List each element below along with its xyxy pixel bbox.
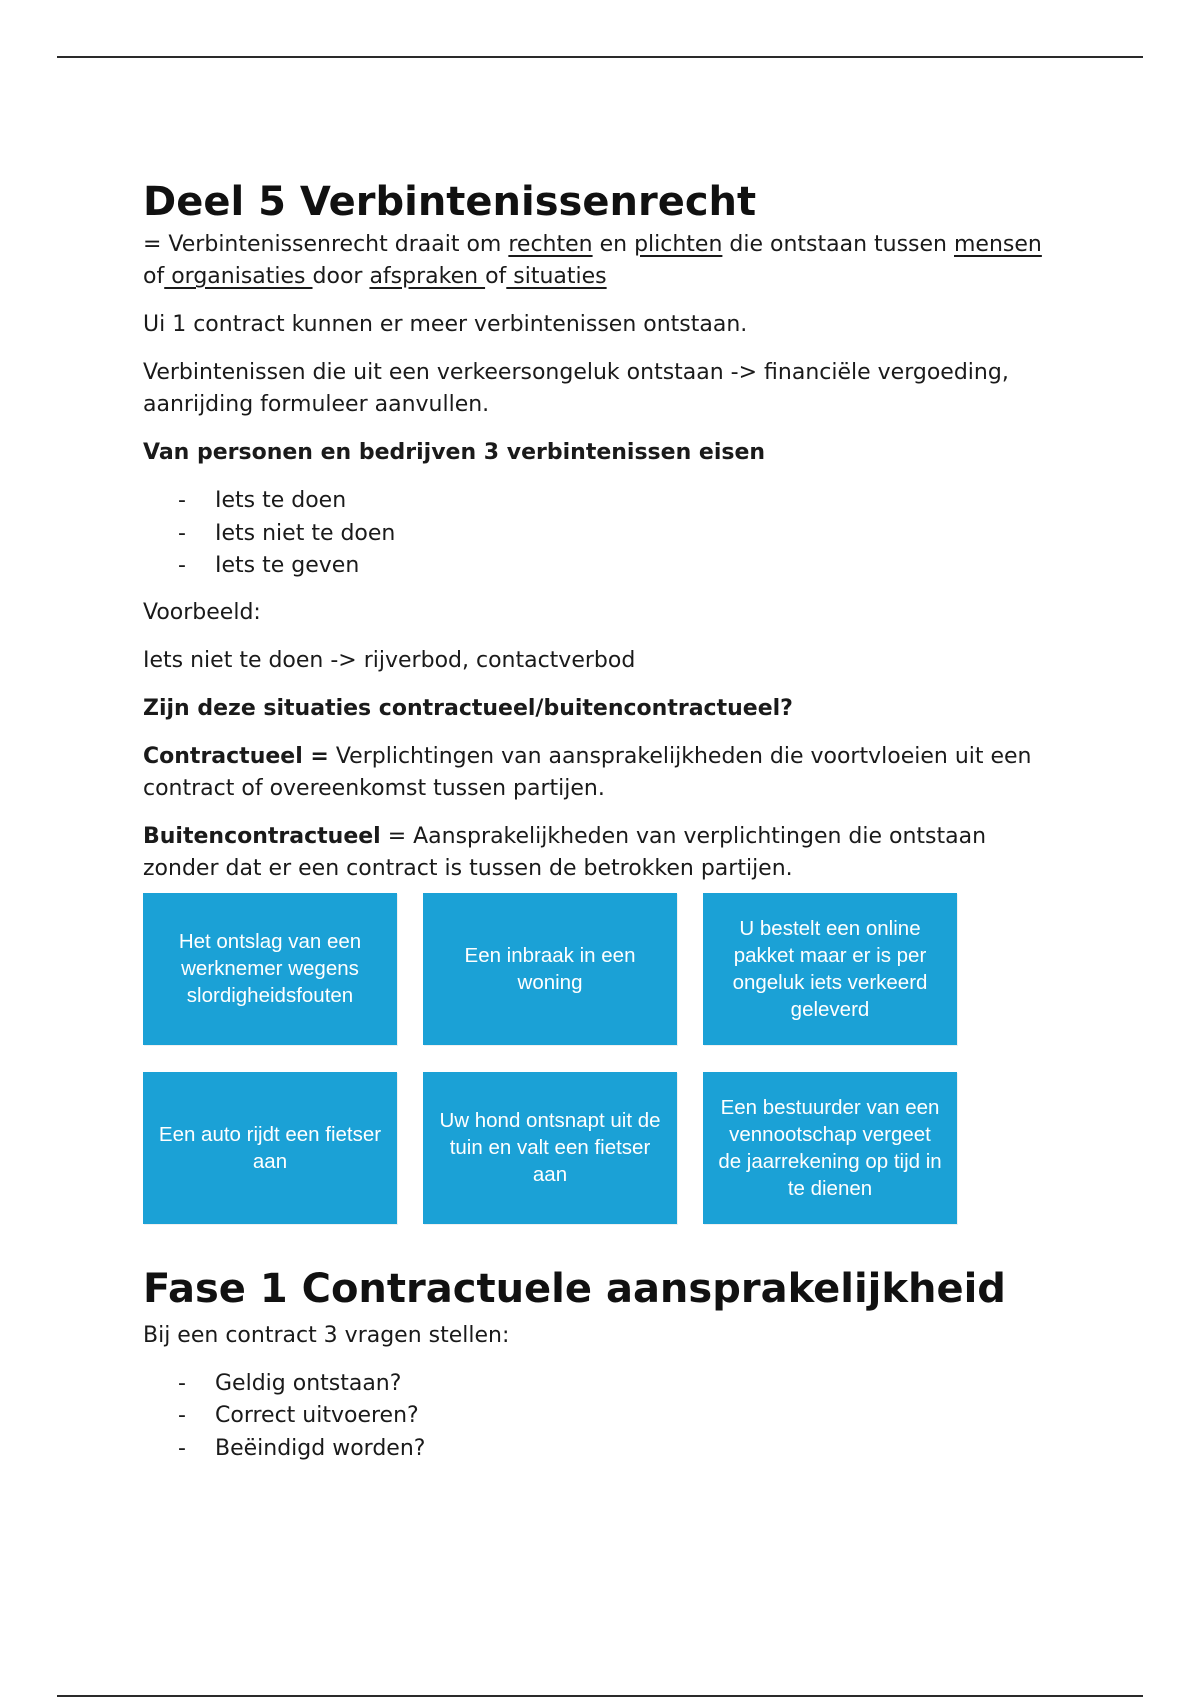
situation-tile: Een bestuurder van een vennootschap vergeet de jaarrekening op tijd in te dienen <box>703 1072 957 1224</box>
voorbeeld-text: Iets niet te doen -> rijverbod, contactverbod <box>143 647 636 673</box>
intro-text: = Verbintenissenrecht draait om <box>143 232 509 257</box>
contractueel-text: Verplichtingen van aansprakelijkheden die voortvloeien uit een contract of overeenkomst tussen partijen. <box>143 743 1032 801</box>
intro-text: en <box>592 232 635 257</box>
situation-tile: Een inbraak in een woning <box>423 893 677 1045</box>
contractueel-term: Contractueel = <box>143 743 329 769</box>
intro-mensen: mensen <box>954 232 1042 257</box>
section-heading-fase-1: Fase 1 Contractuele aansprakelijkheid <box>143 1265 1006 1312</box>
list-item <box>178 485 1063 518</box>
intro-text: of <box>143 264 165 289</box>
dash-bullet: - <box>178 1435 186 1461</box>
intro-organisaties: organisaties <box>164 264 313 289</box>
verkeer-paragraph: Verbintenissen die uit een verkeersongeluk ontstaan -> financiële vergoeding, aanrijding formuleer aanvullen. <box>143 360 1009 417</box>
list-item-text: Iets te geven <box>215 553 360 578</box>
intro-text: die ontstaan tussen <box>722 232 954 257</box>
list-item <box>178 550 1063 583</box>
dash-bullet: - <box>178 1403 186 1428</box>
footer-rule <box>57 1695 1143 1697</box>
dash-bullet: - <box>178 553 186 578</box>
intro-situaties: situaties <box>506 264 607 289</box>
situation-tile: U bestelt een online pakket maar er is per ongeluk iets verkeerd geleverd <box>703 893 957 1045</box>
vraag-heading: Zijn deze situaties contractueel/buitencontractueel? <box>143 695 793 721</box>
intro-paragraph <box>143 229 1063 293</box>
list-item <box>178 1368 1063 1401</box>
list-item-text: Iets te doen <box>215 488 347 513</box>
eisen-list <box>143 485 1063 583</box>
situation-tiles <box>143 893 1063 1224</box>
intro-text: door <box>312 264 370 289</box>
section-heading-deel-5: Deel 5 Verbintenissenrecht <box>143 179 757 225</box>
list-item-text: Iets niet te doen <box>215 520 396 546</box>
buitencontractueel-text: = Aansprakelijkheden van verplichtingen die ontstaan zonder dat er een contract is tussen de betrokken partijen. <box>143 823 987 881</box>
situation-tile: Het ontslag van een werknemer wegens slordigheidsfouten <box>143 893 397 1045</box>
dash-bullet: - <box>178 520 186 546</box>
list-item-text: Correct uitvoeren? <box>215 1403 419 1428</box>
contractueel-definition <box>143 741 1063 805</box>
buitencontractueel-term: Buitencontractueel <box>143 823 381 849</box>
header-rule <box>57 56 1143 58</box>
situation-tile: Een auto rijdt een fietser aan <box>143 1072 397 1224</box>
list-item-text: Beëindigd worden? <box>215 1435 426 1461</box>
list-item <box>178 518 1063 551</box>
intro-plichten: plichten <box>634 232 723 257</box>
dash-bullet: - <box>178 1370 186 1396</box>
list-item <box>178 1400 1063 1433</box>
document-body <box>143 177 1063 1479</box>
intro-text: of <box>485 264 507 289</box>
list-item-text: Geldig ontstaan? <box>215 1370 402 1396</box>
vragen-paragraph: Bij een contract 3 vragen stellen: <box>143 1322 510 1348</box>
contract-paragraph: Ui 1 contract kunnen er meer verbintenissen ontstaan. <box>143 312 748 337</box>
intro-rechten: rechten <box>508 232 593 257</box>
eisen-heading: Van personen en bedrijven 3 verbintenissen eisen <box>143 440 766 465</box>
voorbeeld-label: Voorbeeld: <box>143 599 261 625</box>
list-item <box>178 1433 1063 1466</box>
vragen-list <box>143 1368 1063 1466</box>
dash-bullet: - <box>178 488 186 513</box>
buitencontractueel-definition <box>143 821 1063 885</box>
intro-afspraken: afspraken <box>369 264 486 289</box>
situation-tile: Uw hond ontsnapt uit de tuin en valt een fietser aan <box>423 1072 677 1224</box>
